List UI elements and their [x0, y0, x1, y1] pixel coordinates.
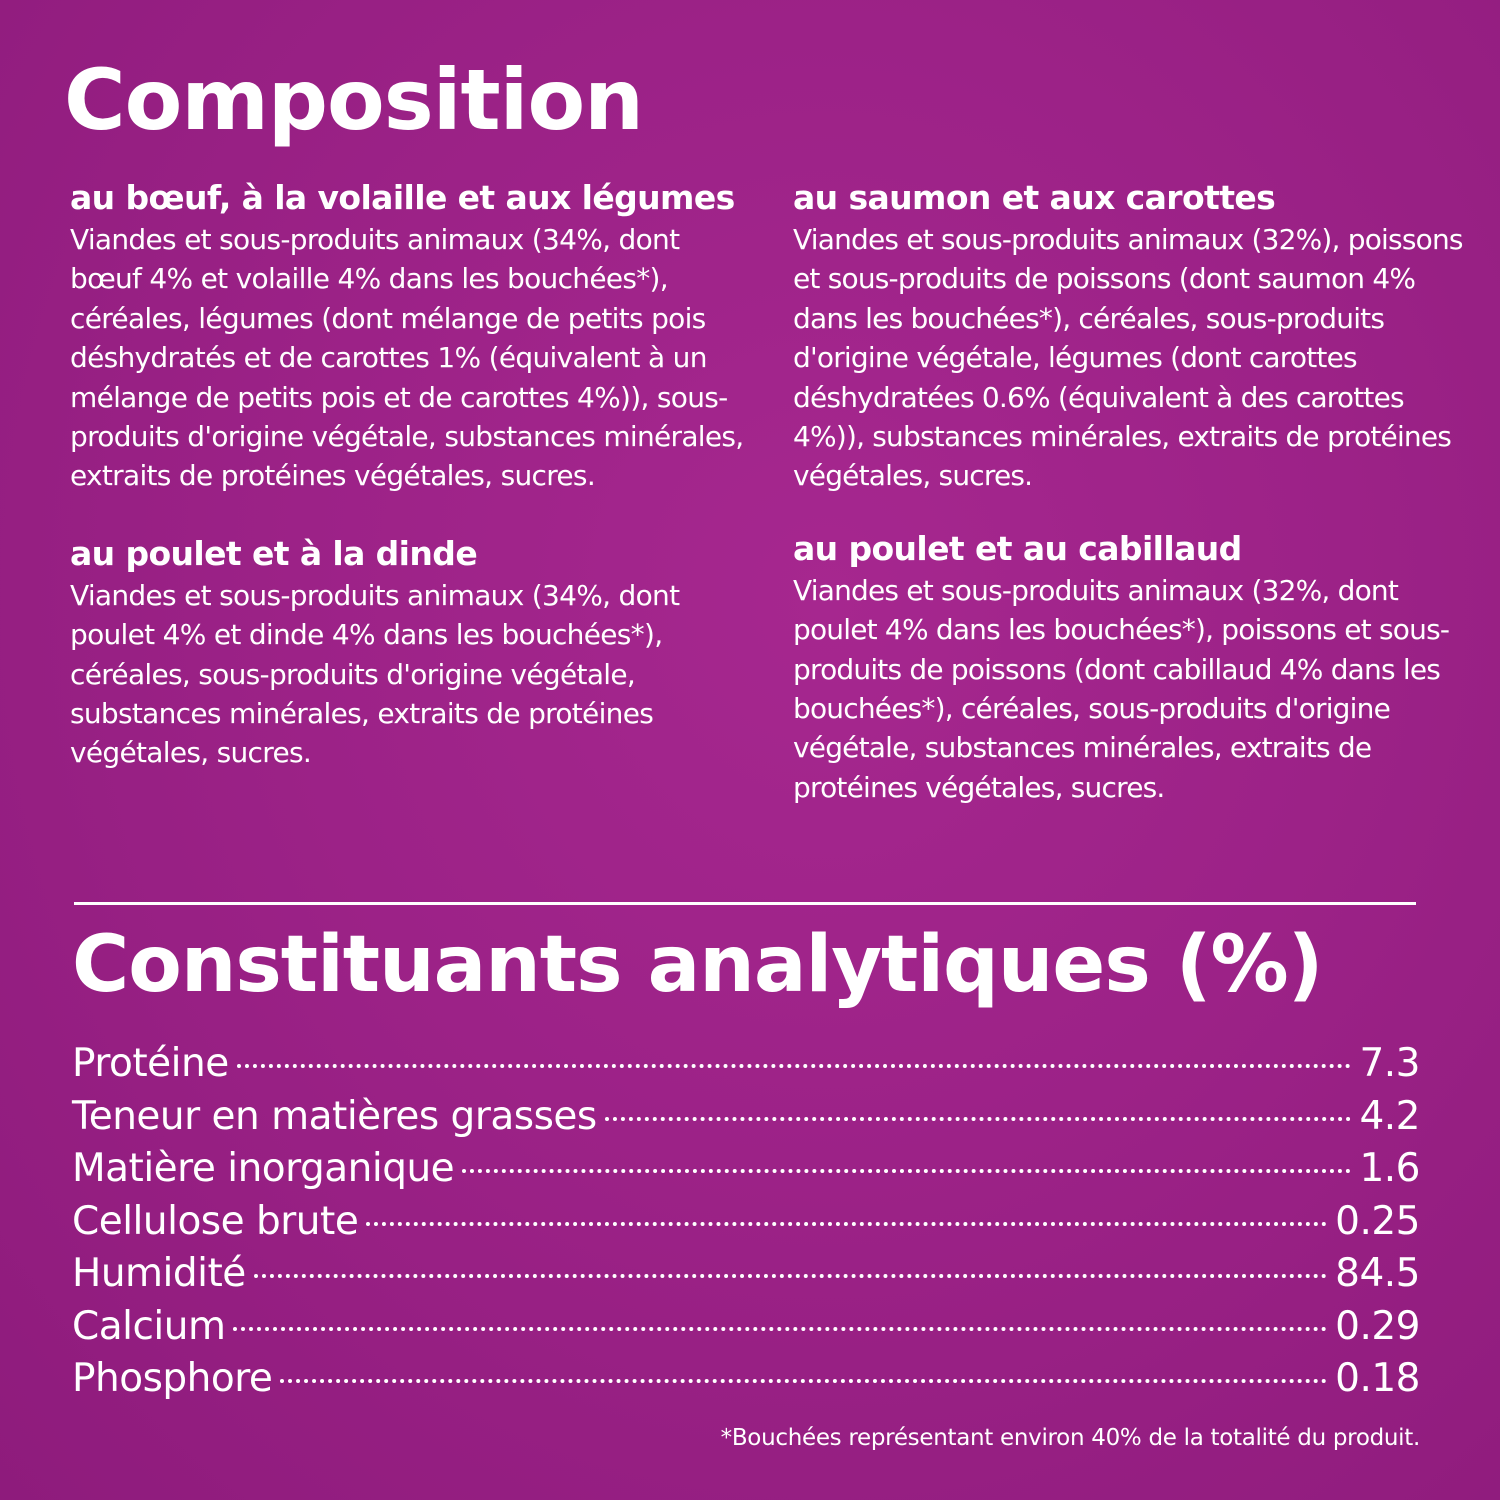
analytics-row-fat [72, 1091, 1420, 1144]
analytics-row-moisture [72, 1248, 1420, 1301]
row-value: 0.29 [1335, 1303, 1420, 1349]
section-ingredients: Viandes et sous-produits animaux (32%), poissons et sous-produits de poissons (dont saumon 4% dans les bouchées*), céréales, sous-produits d'origine végétale, légumes (dont carottes déshydratées 0.6% (équivalent à des carottes 4%)), substances minérales, extraits de protéines végétales, sucres. [793, 223, 1463, 493]
row-value: 84.5 [1335, 1251, 1420, 1296]
row-value: 1.6 [1359, 1146, 1420, 1191]
dot-leader [233, 1327, 1327, 1331]
section-ingredients: Viandes et sous-produits animaux (32%, dont poulet 4% dans les bouchées*), poissons et sous-produits de poissons (dont cabillaud 4% dans les bouchées*), céréales, sous-produits d'origine végétale, substances minérales, extraits de protéines végétales, sucres. [793, 573, 1450, 804]
row-label: Humidité [72, 1251, 246, 1296]
section-title: au saumon et aux carottes [793, 178, 1276, 217]
row-value: 0.18 [1335, 1356, 1420, 1401]
composition-column-right [793, 178, 1463, 815]
section-title: au poulet et au cabillaud [793, 528, 1242, 568]
dot-leader [237, 1064, 1352, 1068]
row-label: Protéine [72, 1041, 229, 1086]
dot-leader [280, 1379, 1327, 1383]
composition-section-salmon-carrots [793, 178, 1463, 496]
analytics-row-protein [72, 1038, 1420, 1091]
section-title: au poulet et à la dinde [70, 533, 478, 573]
row-label: Matière inorganique [72, 1146, 455, 1191]
row-label: Cellulose brute [72, 1198, 359, 1244]
composition-section-chicken-turkey [70, 534, 750, 773]
composition-column-left [70, 178, 750, 781]
row-value: 4.2 [1359, 1093, 1420, 1139]
row-value: 7.3 [1359, 1041, 1420, 1086]
analytics-table [72, 1038, 1420, 1406]
section-ingredients: Viandes et sous-produits animaux (34%, dont poulet 4% et dinde 4% dans les bouchées*), céréales, sous-produits d'origine végétale, substances minérales, extraits de protéines végétales, sucres. [70, 578, 680, 770]
section-divider [74, 902, 1416, 905]
composition-section-beef-poultry-vegetables [70, 178, 750, 496]
dot-leader [254, 1274, 1327, 1278]
dot-leader [366, 1222, 1327, 1226]
section-title: au bœuf, à la volaille et aux légumes [70, 178, 735, 217]
row-label: Teneur en matières grasses [72, 1093, 597, 1139]
dot-leader [605, 1117, 1352, 1121]
section-ingredients: Viandes et sous-produits animaux (34%, dont bœuf 4% et volaille 4% dans les bouchées*), céréales, légumes (dont mélange de petits pois déshydratés et de carottes 1% (équivalent à un mélange de petits pois et de carottes 4%)), sous-produits d'origine végétale, substances minérales, extraits de protéines végétales, sucres. [70, 223, 744, 493]
analytics-row-inorganic-matter [72, 1143, 1420, 1196]
row-label: Calcium [72, 1303, 226, 1349]
dot-leader [462, 1169, 1351, 1173]
analytics-row-calcium [72, 1301, 1420, 1354]
footnote: *Bouchées représentant environ 40% de la totalité du produit. [720, 1425, 1420, 1451]
analytics-row-crude-fibre [72, 1196, 1420, 1249]
composition-section-chicken-cod [793, 529, 1463, 807]
composition-title: Composition [64, 51, 643, 149]
analytics-row-phosphorus [72, 1353, 1420, 1406]
row-label: Phosphore [72, 1356, 273, 1401]
analytics-title: Constituants analytiques (%) [72, 920, 1323, 1010]
row-value: 0.25 [1335, 1198, 1420, 1244]
